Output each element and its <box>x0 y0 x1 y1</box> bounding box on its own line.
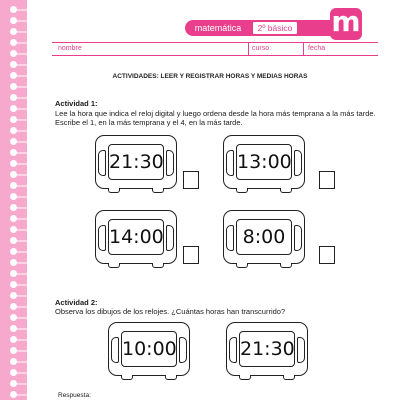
binder-ring <box>17 64 27 66</box>
binder-hole <box>10 336 17 343</box>
binder-hole <box>10 105 17 112</box>
binder-hole <box>10 17 17 24</box>
binder-hole <box>10 6 17 13</box>
binder-ring <box>17 108 27 110</box>
binder-ring <box>17 273 27 275</box>
page-title: ACTIVIDADES: LEER Y REGISTRAR HORAS Y MEDIAS HORAS <box>112 73 308 80</box>
binder-hole <box>10 391 17 398</box>
binder-hole <box>10 314 17 321</box>
binder-ring <box>17 361 27 363</box>
binder-ring <box>17 240 27 242</box>
binder-ring <box>17 295 27 297</box>
binder-ring <box>17 218 27 220</box>
binder-hole <box>10 160 17 167</box>
field-separator <box>303 42 304 56</box>
binder-ring <box>17 306 27 308</box>
binder-hole <box>10 292 17 299</box>
binder-hole <box>10 39 17 46</box>
binder-ring <box>17 383 27 385</box>
digital-clock <box>108 322 190 376</box>
binder-hole <box>10 193 17 200</box>
binder-ring <box>17 339 27 341</box>
binder-hole <box>10 116 17 123</box>
binder-hole <box>10 380 17 387</box>
binder-hole <box>10 325 17 332</box>
binder-ring <box>17 185 27 187</box>
clock-time: 14:00 <box>108 219 164 255</box>
student-fields-row <box>52 42 378 56</box>
binder-ring <box>17 251 27 253</box>
binder-hole <box>10 358 17 365</box>
subject-label: matemática <box>194 23 242 33</box>
binder-ring <box>17 196 27 198</box>
clock-time: 8:00 <box>236 219 292 255</box>
activity-1-instructions: Lee la hora que indica el reloj digital y luego ordena desde la hora más temprana a la más tarde. Escribe el 1, en la más temprana y el 4, en la más tarde. <box>55 109 376 127</box>
binder-ring <box>17 394 27 396</box>
binder-hole <box>10 237 17 244</box>
binder-hole <box>10 303 17 310</box>
clock-time: 21:30 <box>108 144 164 180</box>
binder-strip <box>0 0 27 400</box>
activity-2-label: Actividad 2: <box>55 298 98 307</box>
binder-ring <box>17 75 27 77</box>
binder-hole <box>10 171 17 178</box>
clock-time: 10:00 <box>121 331 177 367</box>
digital-clock <box>223 210 305 264</box>
digital-clock <box>226 322 308 376</box>
binder-hole <box>10 226 17 233</box>
binder-hole <box>10 248 17 255</box>
binder-ring <box>17 350 27 352</box>
clock-time: 13:00 <box>236 144 292 180</box>
binder-ring <box>17 53 27 55</box>
binder-ring <box>17 20 27 22</box>
binder-hole <box>10 149 17 156</box>
clock-time: 21:30 <box>239 331 295 367</box>
grade-label: 2º básico <box>252 21 298 35</box>
binder-hole <box>10 127 17 134</box>
binder-ring <box>17 229 27 231</box>
binder-hole <box>10 28 17 35</box>
binder-ring <box>17 31 27 33</box>
binder-ring <box>17 284 27 286</box>
answer-label: Respuesta: <box>58 392 91 399</box>
binder-hole <box>10 347 17 354</box>
field-date-label: fecha <box>308 45 326 52</box>
order-answer-box[interactable] <box>183 246 199 264</box>
binder-ring <box>17 86 27 88</box>
field-separator <box>248 42 249 56</box>
binder-ring <box>17 163 27 165</box>
binder-ring <box>17 317 27 319</box>
binder-hole <box>10 259 17 266</box>
binder-ring <box>17 141 27 143</box>
binder-ring <box>17 119 27 121</box>
binder-ring <box>17 42 27 44</box>
binder-ring <box>17 207 27 209</box>
binder-hole <box>10 270 17 277</box>
binder-ring <box>17 262 27 264</box>
field-course-label: curso <box>252 45 270 52</box>
order-answer-box[interactable] <box>319 171 335 189</box>
binder-hole <box>10 50 17 57</box>
binder-ring <box>17 152 27 154</box>
binder-ring <box>17 328 27 330</box>
binder-ring <box>17 9 27 11</box>
order-answer-box[interactable] <box>319 246 335 264</box>
binder-hole <box>10 281 17 288</box>
binder-hole <box>10 138 17 145</box>
logo-letter: m <box>331 5 361 38</box>
digital-clock <box>95 210 177 264</box>
order-answer-box[interactable] <box>183 171 199 189</box>
binder-hole <box>10 72 17 79</box>
binder-ring <box>17 97 27 99</box>
binder-hole <box>10 83 17 90</box>
binder-ring <box>17 372 27 374</box>
activity-1-label: Actividad 1: <box>55 99 98 108</box>
binder-ring <box>17 174 27 176</box>
digital-clock <box>95 135 177 189</box>
binder-ring <box>17 130 27 132</box>
digital-clock <box>223 135 305 189</box>
binder-hole <box>10 94 17 101</box>
binder-hole <box>10 204 17 211</box>
binder-hole <box>10 369 17 376</box>
activity-2-instructions: Observa los dibujos de los relojes. ¿Cuántas horas han transcurrido? <box>55 307 286 316</box>
binder-hole <box>10 215 17 222</box>
field-name-label: nombre <box>58 45 82 52</box>
binder-hole <box>10 61 17 68</box>
binder-hole <box>10 182 17 189</box>
